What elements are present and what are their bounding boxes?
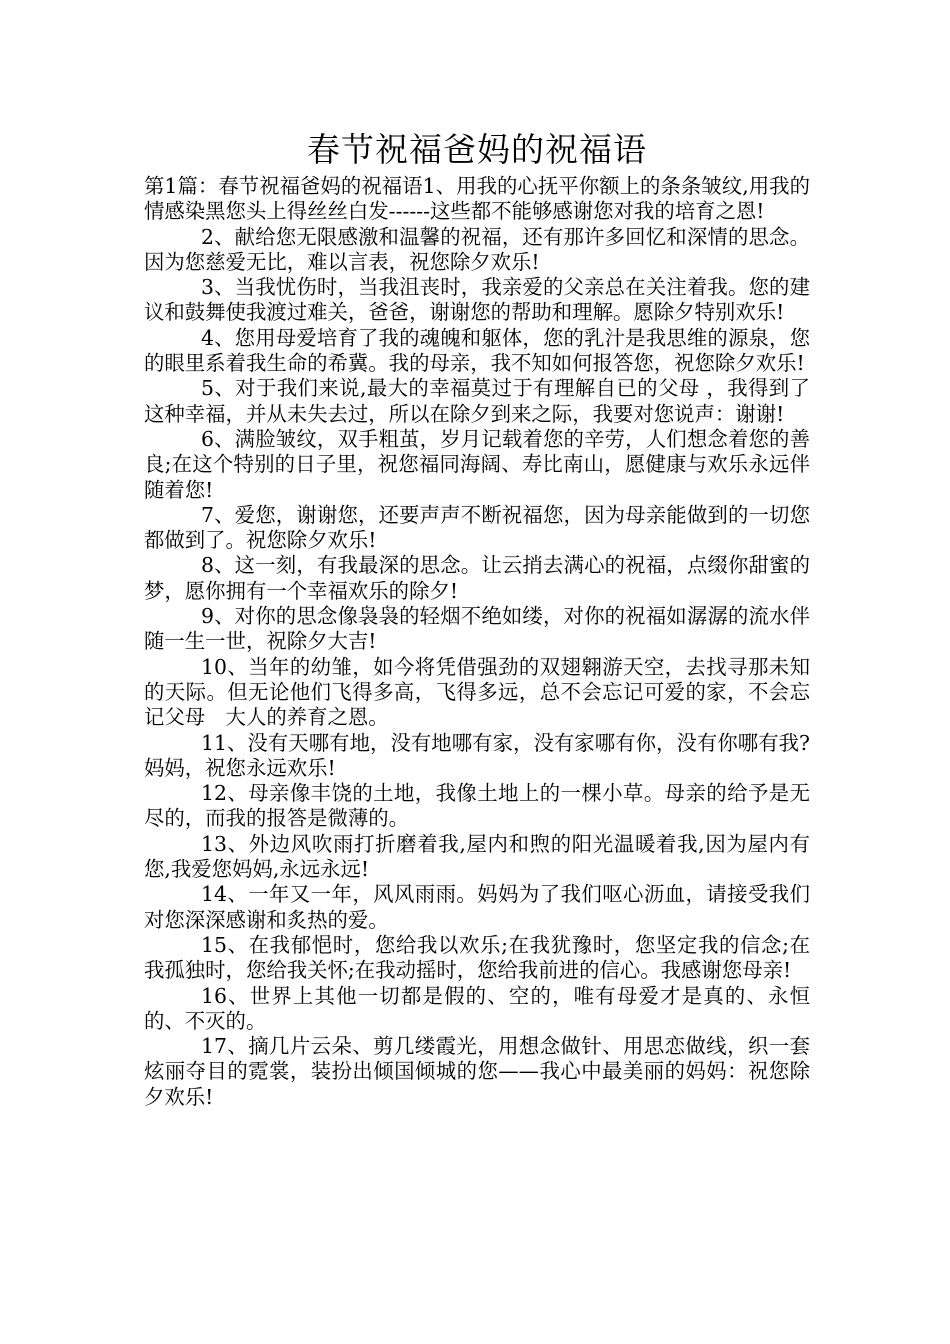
paragraph-8: 8、这一刻，有我最深的思念。让云捎去满心的祝福，点缀你甜蜜的梦，愿你拥有一个幸福欢乐的除夕! [144, 553, 810, 603]
paragraph-10: 10、当年的幼雏，如今将凭借强劲的双翅翱游天空，去找寻那未知的天际。但无论他们飞得多高，飞得多远，总不会忘记可爱的家，不会忘记父母 大人的养育之恩。 [144, 654, 810, 730]
paragraph-2: 2、献给您无限感激和温馨的祝福，还有那许多回忆和深情的思念。因为您慈爱无比，难以言表，祝您除夕欢乐! [144, 224, 810, 274]
paragraph-14: 14、一年又一年，风风雨雨。妈妈为了我们呕心沥血，请接受我们对您深深感谢和炙热的爱。 [144, 882, 810, 932]
paragraph-6: 6、满脸皱纹，双手粗茧，岁月记载着您的辛劳，人们想念着您的善良;在这个特别的日子里，祝您福同海阔、寿比南山，愿健康与欢乐永远伴随着您! [144, 426, 810, 502]
paragraph-5: 5、对于我们来说,最大的幸福莫过于有理解自已的父母 ，我得到了这种幸福，并从未失去过，所以在除夕到来之际，我要对您说声：谢谢! [144, 376, 810, 426]
paragraph-9: 9、对你的思念像袅袅的轻烟不绝如缕，对你的祝福如潺潺的流水伴随一生一世，祝除夕大吉! [144, 604, 810, 654]
paragraph-12: 12、母亲像丰饶的土地，我像土地上的一棵小草。母亲的给予是无尽的，而我的报答是微薄的。 [144, 781, 810, 831]
document-title: 春节祝福爸妈的祝福语 [307, 130, 647, 169]
paragraph-17: 17、摘几片云朵、剪几缕霞光，用想念做针、用思恋做线，织一套炫丽夺目的霓裳，装扮出倾国倾城的您——我心中最美丽的妈妈：祝您除夕欢乐! [144, 1034, 810, 1109]
paragraph-3: 3、当我忧伤时，当我沮丧时，我亲爱的父亲总在关注着我。您的建议和鼓舞使我渡过难关，爸爸，谢谢您的帮助和理解。愿除夕特别欢乐! [144, 275, 810, 325]
paragraph-13: 13、外边风吹雨打折磨着我,屋内和煦的阳光温暖着我,因为屋内有您,我爱您妈妈,永远永远! [144, 831, 810, 882]
document-page [144, 128, 810, 1110]
paragraph-11: 11、没有天哪有地，没有地哪有家，没有家哪有你，没有你哪有我?妈妈，祝您永远欢乐! [144, 730, 810, 780]
paragraph-4: 4、您用母爱培育了我的魂魄和躯体，您的乳汁是我思维的源泉，您的眼里系着我生命的希冀。我的母亲，我不知如何报答您，祝您除夕欢乐! [144, 325, 810, 376]
paragraph-7: 7、爱您，谢谢您，还要声声不断祝福您，因为母亲能做到的一切您都做到了。祝您除夕欢乐! [144, 502, 810, 553]
paragraph-16: 16、世界上其他一切都是假的、空的，唯有母爱才是真的、永恒的、不灭的。 [144, 983, 810, 1033]
paragraph-15: 15、在我郁悒时，您给我以欢乐;在我犹豫时，您坚定我的信念;在我孤独时，您给我关怀;在我动摇时，您给我前进的信心。我感谢您母亲! [144, 932, 810, 983]
paragraph-1: 第1篇：春节祝福爸妈的祝福语1、用我的心抚平你额上的条条皱纹,用我的情感染黑您头上得丝丝白发------这些都不能够感谢您对我的培育之恩! [144, 174, 810, 224]
